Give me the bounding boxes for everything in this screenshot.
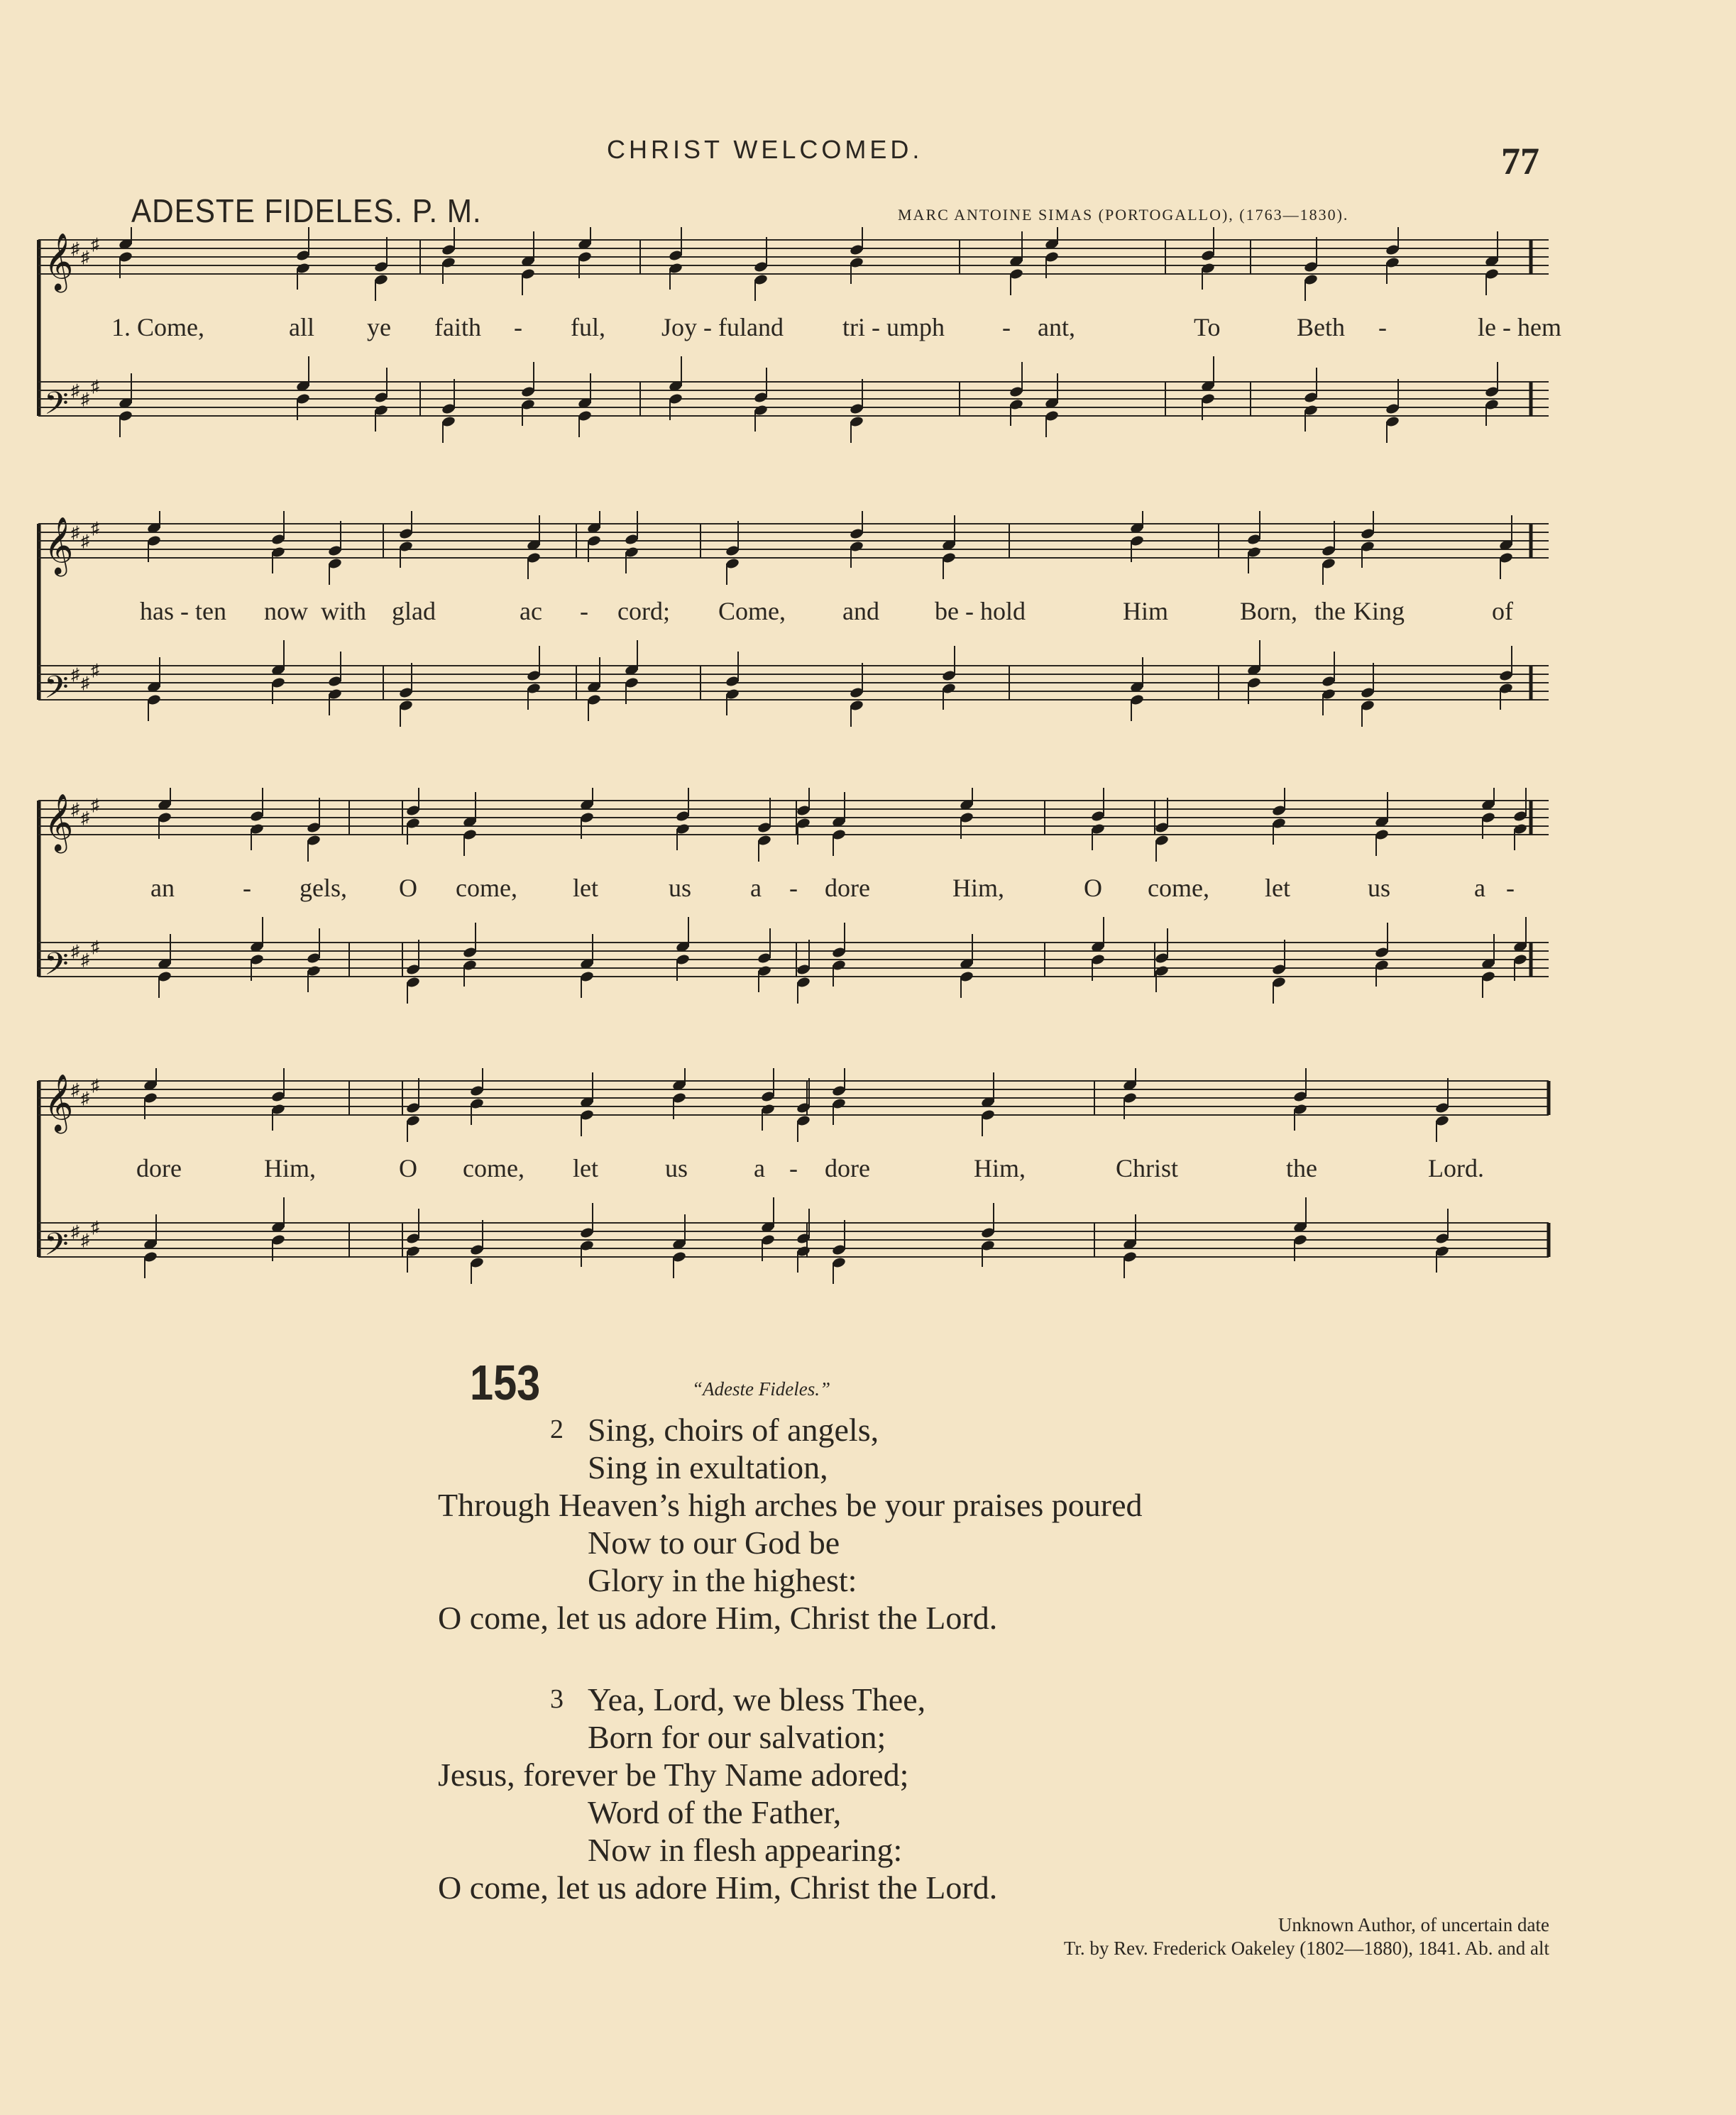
lyric-syllable: come, (456, 874, 517, 902)
lyric-syllable: - (1002, 313, 1011, 341)
lyric-syllable: glad (392, 597, 436, 625)
staff-graphic (37, 227, 1556, 461)
sharp-icon: ♯ (91, 796, 99, 815)
sharp-icon: ♯ (81, 674, 89, 693)
lyric-syllable: - (789, 874, 798, 902)
lyric-syllable: - (580, 597, 588, 625)
sharp-icon: ♯ (71, 524, 79, 542)
translator-credit: Tr. by Rev. Frederick Oakeley (1802—1880), 1841. Ab. and alt (1063, 1938, 1549, 1959)
lyric-syllable: - (789, 1154, 798, 1182)
lyric-syllable: us (1368, 874, 1391, 902)
lyric-syllable: a (754, 1154, 765, 1182)
sharp-icon: ♯ (81, 248, 89, 267)
lyric-syllable: - (1378, 313, 1387, 341)
lyric-syllable: has - ten (140, 597, 226, 625)
lyric-syllable: tri - umph (842, 313, 945, 341)
author-credit: Unknown Author, of uncertain date (1278, 1914, 1549, 1935)
verse-line: Word of the Father, (588, 1794, 842, 1830)
lyric-syllable: Come, (718, 597, 786, 625)
sharp-icon: ♯ (81, 1231, 89, 1250)
verse-line: Sing, choirs of angels, (588, 1412, 879, 1448)
sharp-icon: ♯ (91, 236, 99, 254)
lyric-syllable: a (750, 874, 762, 902)
lyric-syllable: King (1353, 597, 1405, 625)
sharp-icon: ♯ (81, 1089, 89, 1108)
lyric-syllable: cord; (617, 597, 670, 625)
bass-clef-icon: 𝄢 (44, 945, 69, 990)
music-system-4 (37, 1068, 1556, 1302)
lyric-syllable: let (573, 1154, 598, 1182)
lyric-syllable: Christ (1116, 1154, 1179, 1182)
lyric-syllable: Born, (1240, 597, 1297, 625)
tune-name: ADESTE FIDELES. P. M. (131, 192, 482, 229)
lyric-syllable: ful, (571, 313, 605, 341)
lyric-syllable: now (264, 597, 308, 625)
verse-line: Now in flesh appearing: (588, 1832, 903, 1868)
lyric-syllable: - (514, 313, 522, 341)
music-system-2 (37, 511, 1556, 745)
verse-line: O come, let us adore Him, Christ the Lord. (438, 1869, 998, 1906)
staff-graphic (37, 788, 1556, 1022)
lyric-syllable: Him (1123, 597, 1169, 625)
sharp-icon: ♯ (71, 943, 79, 961)
lyric-syllable: let (573, 874, 598, 902)
staff-graphic (37, 1068, 1556, 1302)
lyric-syllable: To (1194, 313, 1221, 341)
sharp-icon: ♯ (71, 666, 79, 684)
verse-number: 2 (550, 1414, 564, 1444)
page-number: 77 (1501, 140, 1539, 182)
lyric-syllable: dore (825, 1154, 870, 1182)
treble-clef-icon: 𝄞 (44, 516, 74, 574)
bass-clef-icon: 𝄢 (44, 1226, 69, 1270)
lyric-syllable: the (1286, 1154, 1317, 1182)
sharp-icon: ♯ (71, 1223, 79, 1241)
sharp-icon: ♯ (81, 390, 89, 409)
lyric-syllable: let (1265, 874, 1290, 902)
lyric-syllable: an (150, 874, 175, 902)
verse-line: Born for our salvation; (588, 1719, 886, 1755)
verse-line: Yea, Lord, we bless Thee, (588, 1681, 926, 1718)
lyric-syllable: O (1084, 874, 1102, 902)
bass-clef-icon: 𝄢 (44, 669, 69, 713)
verse-line: Jesus, forever be Thy Name adored; (438, 1757, 909, 1793)
lyric-syllable: all (289, 313, 314, 341)
treble-clef-icon: 𝄞 (44, 232, 74, 290)
sharp-icon: ♯ (91, 938, 99, 957)
lyric-syllable: of (1492, 597, 1513, 625)
sharp-icon: ♯ (81, 532, 89, 551)
hymn-number: 153 (470, 1355, 541, 1410)
verse-line: Now to our God be (588, 1525, 840, 1561)
sharp-icon: ♯ (71, 382, 79, 400)
music-system-3 (37, 788, 1556, 1022)
lyric-syllable: a (1474, 874, 1485, 902)
running-head: CHRIST WELCOMED. (607, 135, 923, 164)
lyric-syllable: Him, (974, 1154, 1026, 1182)
lyric-syllable: 1. Come, (111, 313, 204, 341)
sharp-icon: ♯ (91, 1077, 99, 1095)
lyric-syllable: ac (520, 597, 542, 625)
hymn-title: “Adeste Fideles.” (692, 1378, 830, 1400)
verse-line: Sing in exultation, (588, 1449, 828, 1485)
sharp-icon: ♯ (91, 661, 99, 680)
bass-clef-icon: 𝄢 (44, 385, 69, 429)
lyric-syllable: Him, (264, 1154, 317, 1182)
lyric-syllable: Beth (1297, 313, 1345, 341)
lyric-syllable: be - hold (935, 597, 1026, 625)
lyric-syllable: us (669, 874, 692, 902)
lyric-syllable: dore (825, 874, 870, 902)
lyric-syllable: Joy - ful (661, 313, 747, 341)
lyric-syllable: Lord. (1428, 1154, 1484, 1182)
treble-clef-icon: 𝄞 (44, 1073, 74, 1131)
lyric-syllable: le - hem (1478, 313, 1561, 341)
lyric-syllable: ant, (1038, 313, 1075, 341)
lyric-syllable: - (1506, 874, 1515, 902)
lyric-syllable: O (399, 874, 417, 902)
lyric-syllable: and (747, 313, 784, 341)
lyric-syllable: come, (1148, 874, 1209, 902)
sharp-icon: ♯ (71, 1081, 79, 1099)
lyric-syllable: the (1314, 597, 1346, 625)
verse-line: Through Heaven’s high arches be your praises poured (438, 1487, 1143, 1523)
sharp-icon: ♯ (91, 520, 99, 538)
lyric-syllable: with (321, 597, 367, 625)
sharp-icon: ♯ (81, 809, 89, 828)
verse-line: Glory in the highest: (588, 1562, 857, 1598)
lyric-syllable: faith (434, 313, 481, 341)
music-system-1 (37, 227, 1561, 461)
lyric-syllable: and (842, 597, 879, 625)
sharp-icon: ♯ (71, 240, 79, 258)
sharp-icon: ♯ (71, 801, 79, 819)
sharp-icon: ♯ (91, 1219, 99, 1237)
lyric-syllable: - (243, 874, 251, 902)
sharp-icon: ♯ (81, 951, 89, 969)
lyric-syllable: O (399, 1154, 417, 1182)
lyric-syllable: dore (136, 1154, 182, 1182)
staff-graphic (37, 511, 1556, 745)
lyric-syllable: Him, (952, 874, 1005, 902)
lyric-syllable: us (665, 1154, 688, 1182)
lyric-syllable: gels, (300, 874, 347, 902)
sharp-icon: ♯ (91, 378, 99, 396)
verse-line: O come, let us adore Him, Christ the Lord. (438, 1600, 998, 1636)
lyric-syllable: come, (463, 1154, 524, 1182)
verse-number: 3 (550, 1684, 564, 1714)
lyric-syllable: ye (367, 313, 391, 341)
treble-clef-icon: 𝄞 (44, 793, 74, 851)
composer-credit: MARC ANTOINE SIMAS (PORTOGALLO), (1763—1830). (898, 206, 1349, 224)
